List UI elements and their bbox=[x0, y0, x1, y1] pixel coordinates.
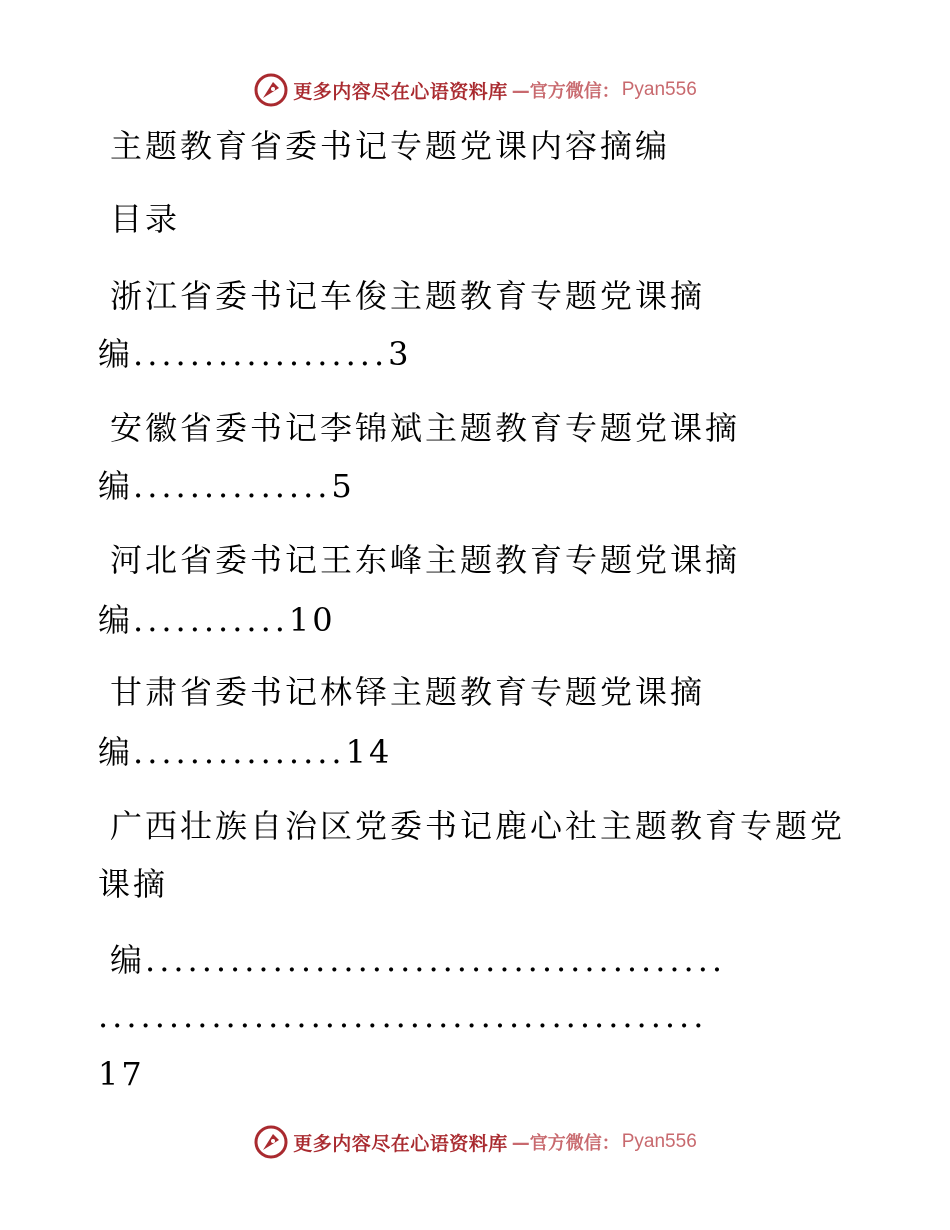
toc-leader-dots: ........................................... bbox=[98, 997, 708, 1035]
toc-heading: 目录 bbox=[110, 200, 181, 238]
brand-watermark bbox=[253, 1124, 697, 1160]
toc-leader-dots: ........... bbox=[133, 601, 289, 639]
toc-leader-dots: .............. bbox=[133, 467, 332, 505]
toc-entry-3-continuation: 编...........10 bbox=[98, 601, 336, 639]
wechat-id: Pyan556 bbox=[621, 1131, 697, 1152]
toc-page-number: 17 bbox=[98, 1055, 145, 1093]
page-footer bbox=[0, 1122, 950, 1162]
pen-nib-logo-icon bbox=[253, 1124, 289, 1160]
toc-entry-1-title: 浙江省委书记车俊主题教育专题党课摘 bbox=[110, 277, 706, 315]
wechat-label: —官方微信： bbox=[511, 1133, 620, 1154]
toc-entry-5-dots-line bbox=[98, 996, 707, 1036]
toc-page-number: 10 bbox=[288, 601, 336, 639]
toc-page-number: 14 bbox=[345, 733, 393, 771]
page-header bbox=[0, 70, 950, 110]
toc-entry-5-title: 广西壮族自治区党委书记鹿心社主题教育专题党 bbox=[110, 807, 846, 845]
toc-entry-4-title: 甘肃省委书记林铎主题教育专题党课摘 bbox=[110, 673, 706, 711]
toc-page-number: 3 bbox=[388, 335, 412, 373]
pen-nib-logo-icon bbox=[253, 72, 289, 108]
document-title: 主题教育省委书记专题党课内容摘编 bbox=[110, 127, 671, 165]
brand-watermark bbox=[253, 72, 697, 108]
toc-page-number: 5 bbox=[331, 467, 355, 505]
wechat-label: —官方微信： bbox=[511, 81, 620, 102]
toc-entry-1-continuation: 编..................3 bbox=[98, 335, 412, 373]
toc-leader-dots: ............... bbox=[133, 733, 346, 771]
toc-leader-dots: ......................................... bbox=[145, 941, 727, 979]
brand-text: 更多内容尽在心语资料库 bbox=[293, 1132, 508, 1155]
toc-entry-2-continuation: 编..............5 bbox=[98, 467, 355, 505]
toc-entry-2-title: 安徽省委书记李锦斌主题教育专题党课摘 bbox=[110, 409, 741, 447]
toc-leader-dots: .................. bbox=[133, 335, 389, 373]
toc-entry-4-continuation: 编...............14 bbox=[98, 733, 393, 771]
toc-entry-5-continuation: 编......................................... bbox=[110, 941, 727, 979]
toc-entry-5-title-continuation: 课摘 bbox=[98, 865, 169, 903]
brand-text: 更多内容尽在心语资料库 bbox=[293, 80, 508, 103]
toc-entry-3-title: 河北省委书记王东峰主题教育专题党课摘 bbox=[110, 541, 741, 579]
wechat-id: Pyan556 bbox=[621, 79, 697, 100]
